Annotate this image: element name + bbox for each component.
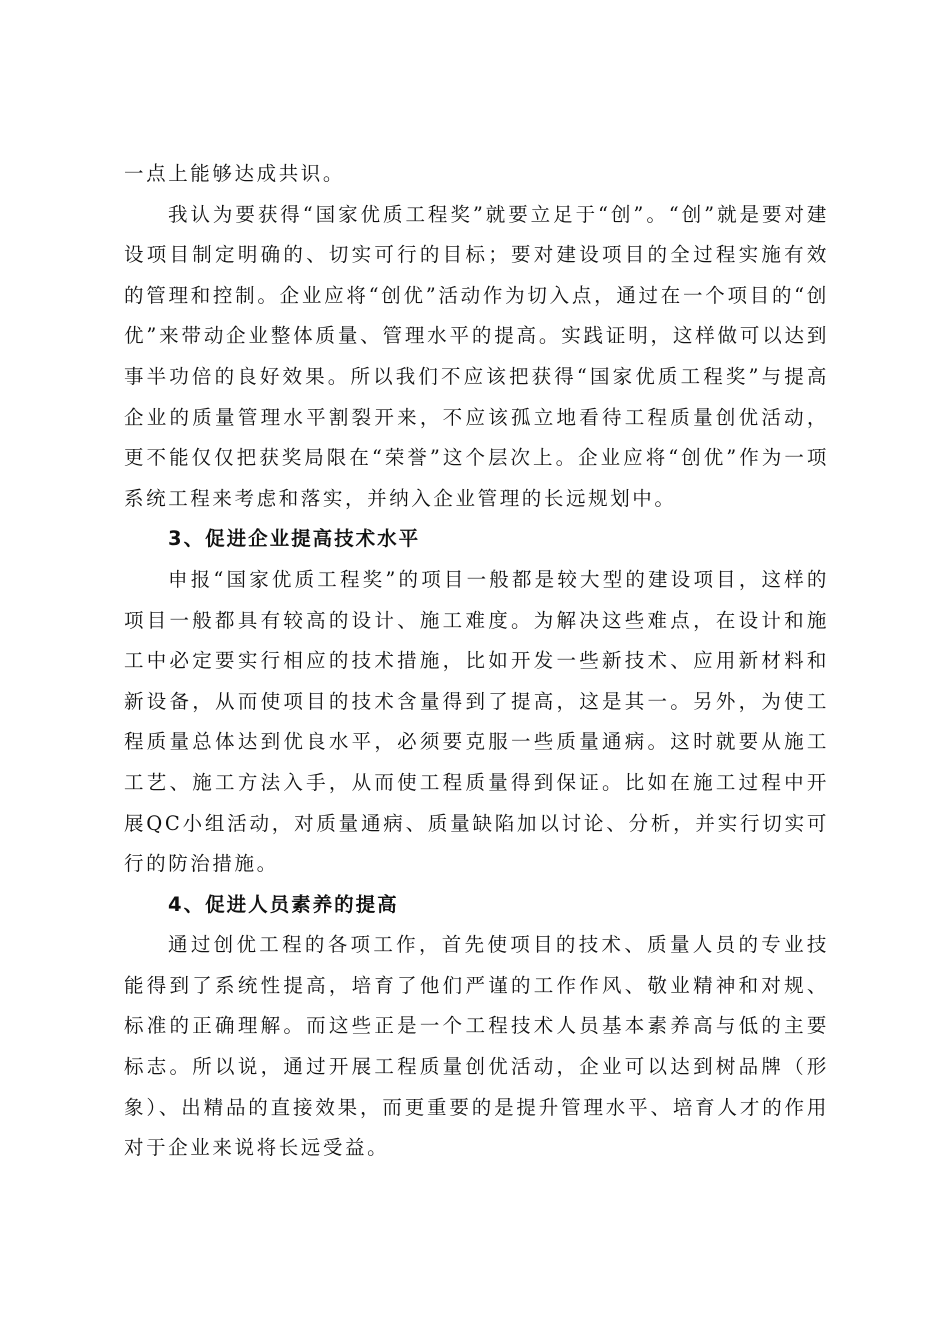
paragraph-technology: 申报“国家优质工程奖”的项目一般都是较大型的建设项目，这样的项目一般都具有较高的设计、施工难度。为解决这些难点，在设计和施工中必定要实行相应的技术措施，比如开发一些新技术、应用新材料和新设备，从而使项目的技术含量得到了提高，这是其一。另外，为使工程质量总体达到优良水平，必须要克服一些质量通病。这时就要从施工工艺、施工方法入手，从而使工程质量得到保证。比如在施工过程中开展QC小组活动，对质量通病、质量缺陷加以讨论、分析，并实行切实可行的防治措施。 [124, 567, 829, 876]
section-heading-technology: 3、促进企业提高技术水平 [168, 527, 421, 551]
section-heading-personnel: 4、促进人员素养的提高 [168, 892, 399, 916]
paragraph-innovation: 我认为要获得“国家优质工程奖”就要立足于“创”。“创”就是要对建设项目制定明确的、切实可行的目标；要对建设项目的全过程实施有效的管理和控制。企业应将“创优”活动作为切入点，通过在一个项目的“创优”来带动企业整体质量、管理水平的提高。实践证明，这样做可以达到事半功倍的良好效果。所以我们不应该把获得“国家优质工程奖”与提高企业的质量管理水平割裂开来，不应该孤立地看待工程质量创优活动，更不能仅仅把获奖局限在“荣誉”这个层次上。企业应将“创优”作为一项系统工程来考虑和落实，并纳入企业管理的长远规划中。 [124, 202, 829, 510]
paragraph-personnel: 通过创优工程的各项工作，首先使项目的技术、质量人员的专业技能得到了系统性提高，培育了他们严谨的工作作风、敬业精神和对规、标准的正确理解。而这些正是一个工程技术人员基本素养高与低的主要标志。所以说，通过开展工程质量创优活动，企业可以达到树品牌（形象）、出精品的直接效果，而更重要的是提升管理水平、培育人才的作用对于企业来说将长远受益。 [124, 933, 829, 1160]
document-body [124, 154, 829, 1169]
paragraph-continuation: 一点上能够达成共识。 [124, 162, 346, 185]
